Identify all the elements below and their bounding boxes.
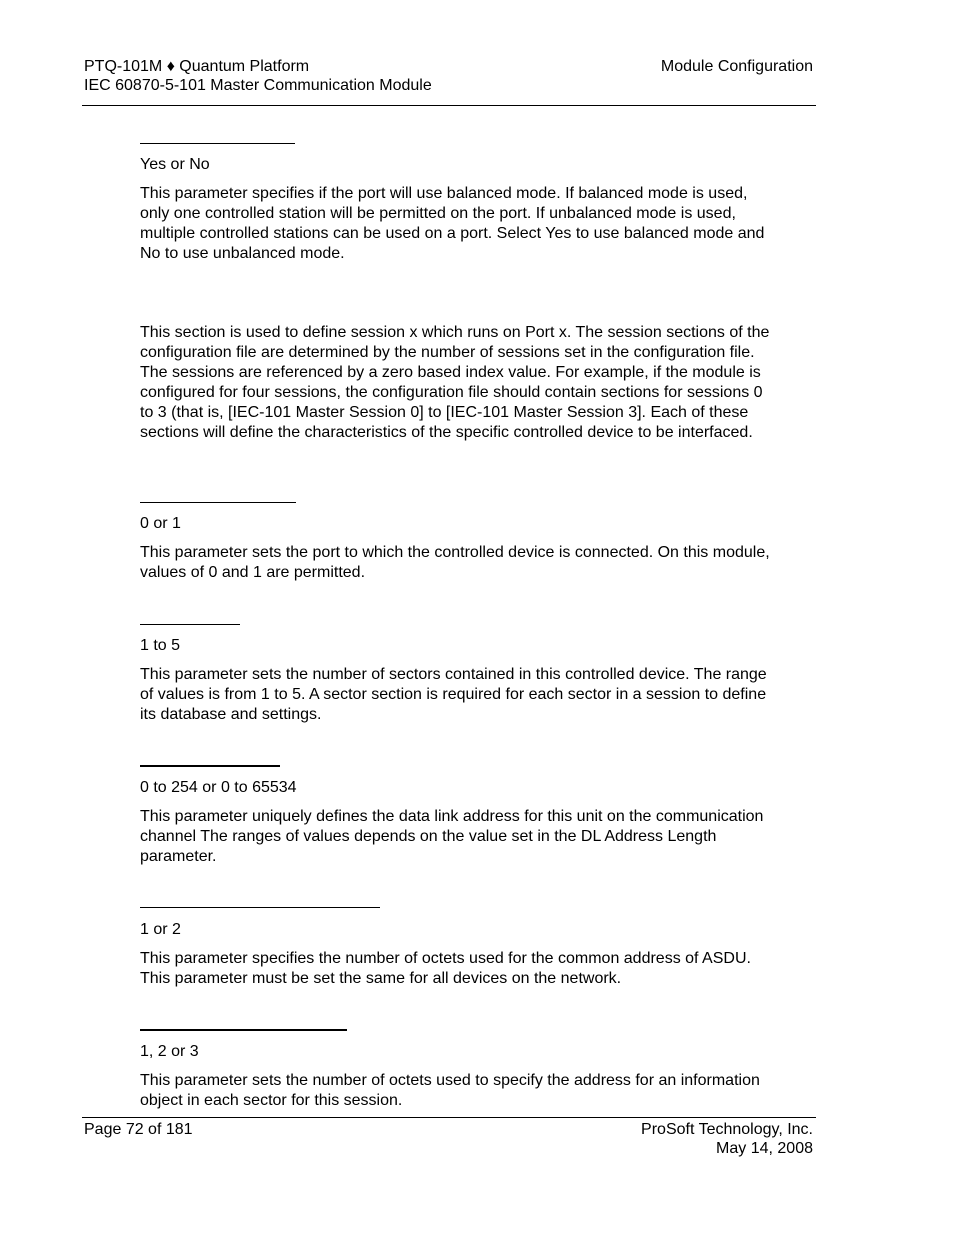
footer-date: May 14, 2008: [716, 1140, 813, 1157]
parameter-range: 1 or 2: [140, 921, 181, 938]
parameter-name-underline: [140, 765, 280, 767]
header-title: PTQ-101M ♦ Quantum Platform: [84, 58, 310, 75]
parameter-name-underline: [140, 1029, 347, 1031]
page-number: Page 72 of 181: [84, 1121, 193, 1138]
parameter-description: This parameter sets the number of sectors contained in this controlled device. The range of values is from 1 to 5. A sector section is required for each sector in a session to define its database and settings.: [140, 666, 767, 723]
parameter-name-underline: [140, 502, 296, 503]
parameter-description: This parameter uniquely defines the data link address for this unit on the communication channel The ranges of values depends on the value set in the DL Address Length parameter.: [140, 808, 764, 865]
header-divider: [82, 105, 816, 106]
footer-company: ProSoft Technology, Inc.: [641, 1121, 813, 1138]
parameter-name-underline: [140, 907, 380, 908]
parameter-description: This parameter sets the number of octets used to specify the address for an information object in each sector for this session.: [140, 1072, 760, 1109]
parameter-range: 0 to 254 or 0 to 65534: [140, 779, 297, 796]
parameter-name-underline: [140, 624, 240, 625]
parameter-range: 0 or 1: [140, 515, 181, 532]
parameter-name-underline: [140, 143, 295, 144]
parameter-description: This parameter specifies if the port will use balanced mode. If balanced mode is used, only one controlled station will be permitted on the port. If unbalanced mode is used, multiple controlled stations can be used on a port. Select Yes to use balanced mode and No to use unbalanced mode.: [140, 185, 765, 262]
header-subtitle: IEC 60870-5-101 Master Communication Module: [84, 77, 432, 94]
header-section-name: Module Configuration: [660, 58, 813, 75]
parameter-range: 1 to 5: [140, 637, 181, 654]
parameter-description: This parameter specifies the number of octets used for the common address of ASDU. This parameter must be set the same for all devices on the network.: [140, 950, 751, 987]
section-intro: This section is used to define session x which runs on Port x. The session sections of the configuration file are determined by the number of sessions set in the configuration file. The sessions are referenced by a zero based index value. For example, if the module is configured for four sessions, the configuration file should contain sections for sessions 0 to 3 (that is, [IEC-101 Master Session 0] to [IEC-101 Master Session 3]. Each of these sections will define the characteristics of the specific controlled device to be interfaced.: [140, 324, 770, 441]
parameter-description: This parameter sets the port to which the controlled device is connected. On this module, values of 0 and 1 are permitted.: [140, 544, 770, 581]
parameter-range: Yes or No: [140, 156, 210, 173]
footer-divider: [82, 1117, 816, 1118]
parameter-range: 1, 2 or 3: [140, 1043, 199, 1060]
